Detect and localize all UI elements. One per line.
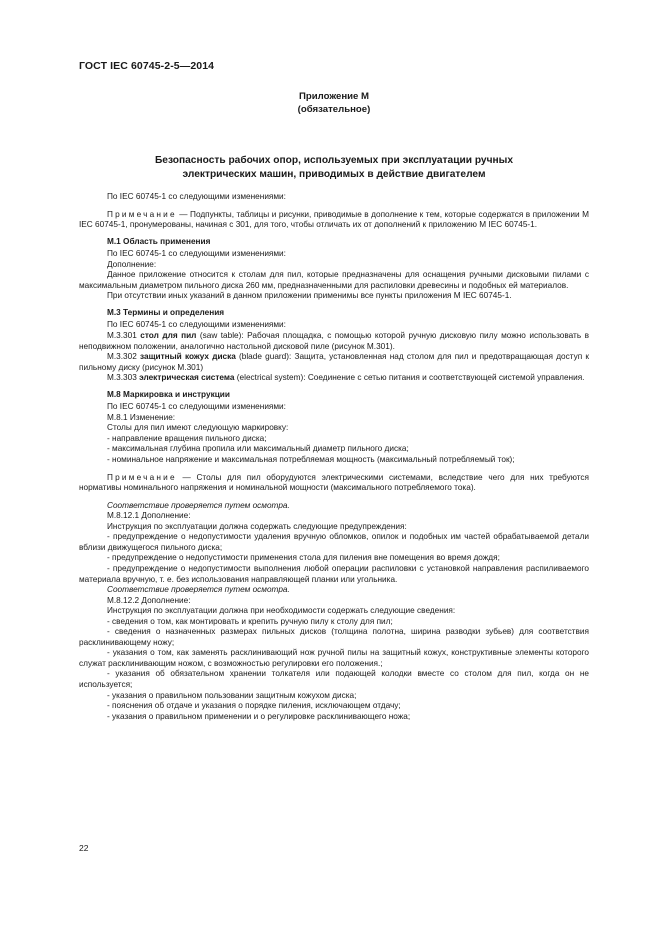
list-item: - сведения о назначенных размерах пильных дисков (толщина полотна, ширина разводки зубьев) для соответствия расклинивающему ножу; — [79, 627, 589, 647]
annex-title: Приложение М — [298, 91, 370, 102]
annex-heading — [79, 91, 589, 116]
paragraph: Столы для пил имеют следующую маркировку: — [107, 423, 289, 433]
list-item: - максимальная глубина пропила или максимальный диаметр пильного диска; — [107, 444, 409, 454]
list-item: - указания о том, как заменять расклинивающий нож ручной пилы на защитный кожух, конструктивные элементы которого служат расклинивающим ножом, с возможностью регулировки его положения.; — [79, 648, 589, 668]
list-item: - направление вращения пильного диска; — [107, 433, 267, 443]
paragraph: Дополнение: — [107, 259, 157, 269]
list-item: - указания о правильном применении и о регулировке расклинивающего ножа; — [107, 711, 411, 721]
note-text: — Столы для пил оборудуются электрическими системами, вследствие чего для них требуются нормативы номинального напряжения и номинальной мощности (максимального потребляемого тока). — [79, 472, 589, 493]
note-paragraph — [79, 473, 589, 494]
page-number: 22 — [79, 843, 89, 853]
definition-term: электрическая система — [139, 373, 235, 383]
title-line-2: электрических машин, приводимых в действие двигателем — [182, 168, 486, 180]
definition-number: М.3.302 — [107, 352, 140, 362]
compliance-check: Соответствие проверяется путем осмотра. — [107, 585, 290, 595]
note-label: Примечание — [107, 209, 177, 219]
paragraph: М.8.12.2 Дополнение: — [107, 595, 191, 605]
list-item: - пояснения об отдаче и указания о порядке пиления, исключающем отдачу; — [107, 701, 401, 711]
section-heading-m3: М.3 Термины и определения — [107, 307, 225, 317]
paragraph: М.8.1 Изменение: — [107, 412, 176, 422]
definition-term: защитный кожух диска — [140, 352, 236, 362]
list-item: - номинальное напряжение и максимальная потребляемая мощность (максимальный потребляемый ток); — [107, 455, 515, 465]
list-item: - указания о правильном пользовании защитным кожухом диска; — [107, 690, 357, 700]
definition-text: (saw table): Рабочая площадка, с помощью которой ручную дисковую пилу можно использовать в неподвижном положении, аналогично настольной дисковой пиле (рисунок М.301). — [79, 331, 589, 351]
annex-status: (обязательное) — [297, 103, 371, 115]
document-body — [79, 192, 589, 722]
definition-number: М.3.303 — [107, 373, 140, 383]
intro-paragraph: По IEC 60745-1 со следующими изменениями: — [107, 192, 286, 201]
definition-item — [79, 373, 589, 384]
definition-text: (blade guard): Защита, установленная над столом для пил и предотвращающая доступ к пильному диску (рисунок М.301) — [79, 352, 589, 372]
section-heading-m1: М.1 Область применения — [107, 236, 211, 246]
paragraph: Инструкция по эксплуатации должна при необходимости содержать следующие сведения: — [107, 606, 456, 616]
paragraph: При отсутствии иных указаний в данном приложении применимы все пункты приложения М IEC 60745-1. — [107, 291, 512, 301]
standard-header: ГОСТ IEC 60745-2-5—2014 — [79, 60, 215, 72]
list-item: - предупреждение о недопустимости применения стола для пиления вне помещения во время дождя; — [107, 553, 500, 563]
list-item: - предупреждение о недопустимости выполнения любой операции распиловки с установкой направления распиливаемого материала вручную, т. е. без использования направляющей планки или угольника. — [79, 563, 589, 584]
paragraph: По IEC 60745-1 со следующими изменениями: — [107, 320, 286, 330]
title-line-1: Безопасность рабочих опор, используемых при эксплуатации ручных — [154, 155, 514, 166]
list-item: - сведения о том, как монтировать и крепить ручную пилу к столу для пил; — [107, 616, 393, 626]
note-text: — Подпункты, таблицы и рисунки, приводимые в дополнение к тем, которые содержатся в приложении М IEC 60745-1, пронумерованы, начиная с 301, для того, чтобы отличать их от дополнений к приложению М IEC 60745-1. — [79, 209, 589, 230]
paragraph: М.8.12.1 Дополнение: — [107, 511, 191, 521]
list-item: - предупреждение о недопустимости удаления вручную обломков, опилок и подобных им частей обрабатываемой детали вблизи движущегося пильного диска; — [79, 532, 589, 552]
definition-item — [79, 331, 589, 352]
definition-item — [79, 352, 589, 373]
paragraph: По IEC 60745-1 со следующими изменениями: — [107, 402, 286, 412]
document-title — [79, 154, 589, 181]
paragraph: По IEC 60745-1 со следующими изменениями: — [107, 249, 286, 259]
note-paragraph — [79, 210, 589, 231]
note-label: Примечание — [107, 472, 177, 482]
definition-text: (electrical system): Соединение с сетью питания и соответствующей системой управления. — [234, 373, 585, 383]
paragraph: Данное приложение относится к столам для пил, которые предназначены для оснащения ручными дисковыми пилами с максимальным диаметром пильного диска 260 мм, предназначенными для распиловки древесины и подобных ей материалов. — [79, 270, 589, 290]
section-heading-m8: М.8 Маркировка и инструкции — [107, 389, 230, 399]
paragraph: Инструкция по эксплуатации должна содержать следующие предупреждения: — [107, 521, 407, 531]
list-item: - указания об обязательном хранении толкателя или подающей колодки вместе со столом для пил, когда он не используется; — [79, 669, 589, 689]
definition-term: стол для пил — [140, 331, 197, 341]
compliance-check: Соответствие проверяется путем осмотра. — [107, 500, 290, 510]
definition-number: М.3.301 — [107, 331, 141, 341]
